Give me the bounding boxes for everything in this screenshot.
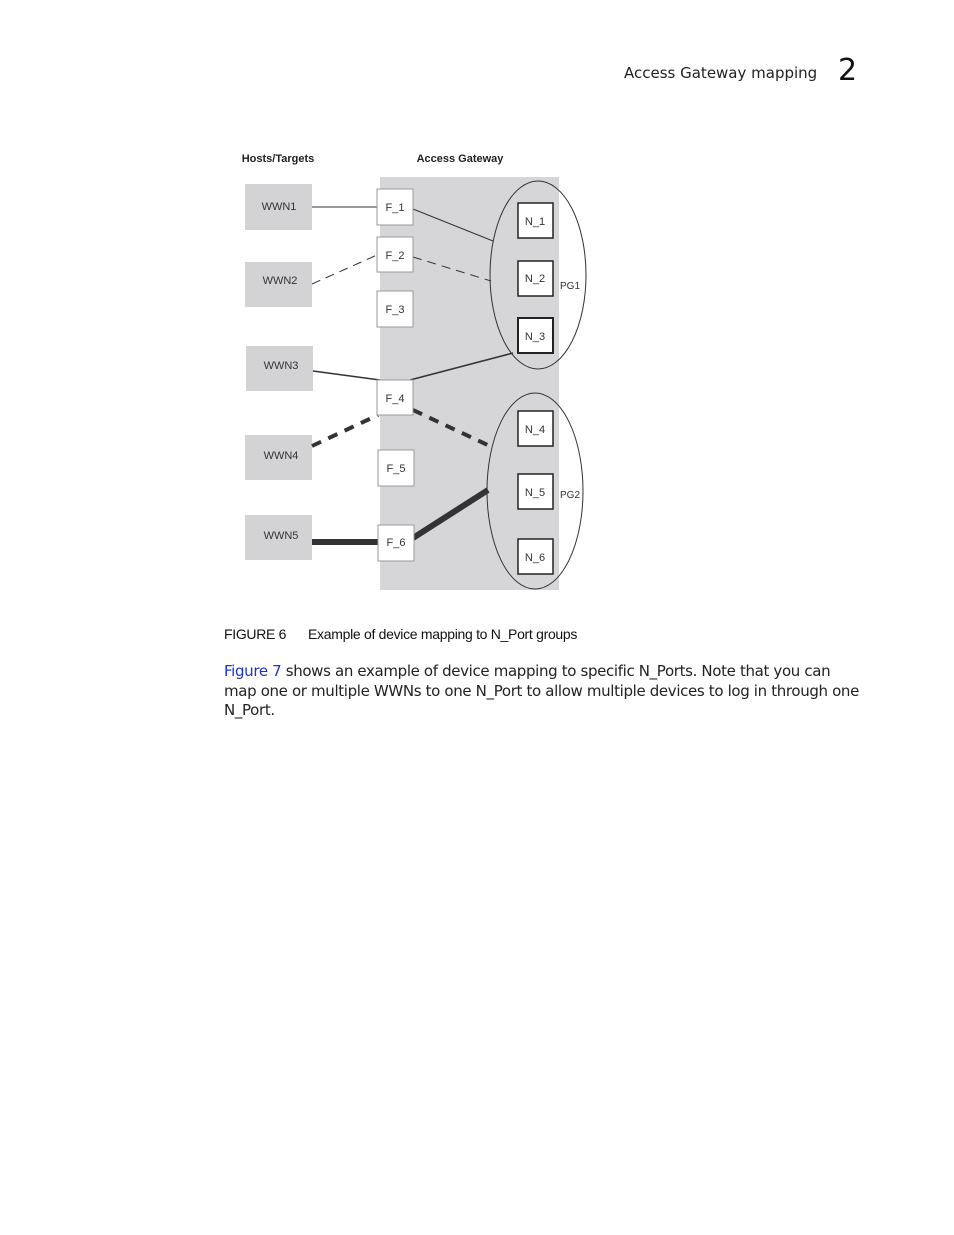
f-port-f6	[378, 525, 414, 561]
link-wwn2-f2	[312, 255, 377, 284]
n-port-label: N_5	[524, 487, 546, 499]
f-port-label: F_2	[385, 250, 405, 262]
host-wwn3	[246, 346, 313, 391]
n-port-label: N_3	[524, 331, 546, 343]
f-port-label: F_3	[385, 304, 405, 316]
n-port-n3	[518, 318, 553, 353]
column-label-hosts: Hosts/Targets	[241, 153, 315, 165]
n-port-n1	[518, 203, 553, 238]
port-group-label-pg1: PG1	[560, 281, 581, 292]
host-wwn4	[245, 435, 312, 480]
n-port-label: N_1	[524, 216, 546, 228]
host-wwn5	[245, 515, 312, 560]
f-port-f4	[377, 380, 413, 415]
link-wwn4-f4	[312, 415, 378, 446]
figure-label: FIGURE 6	[224, 626, 287, 642]
f-port-f2	[377, 237, 413, 272]
figure-caption-text: Example of device mapping to N_Port groups	[308, 626, 578, 642]
f-port-label: F_4	[385, 393, 405, 405]
host-wwn2	[245, 262, 312, 307]
host-label: WWN1	[261, 201, 297, 213]
f-port-f1	[377, 189, 413, 225]
host-label: WWN4	[263, 450, 299, 462]
n-port-label: N_2	[524, 273, 546, 285]
f-port-label: F_5	[386, 463, 406, 475]
link-wwn3-f4	[313, 371, 380, 380]
n-port-n2	[518, 261, 553, 296]
running-header-title: Access Gateway mapping	[624, 64, 818, 82]
f-port-f5	[378, 450, 414, 486]
column-label-gateway: Access Gateway	[416, 153, 504, 165]
port-group-label-pg2: PG2	[560, 490, 581, 501]
figure-caption	[224, 626, 577, 642]
figure-7-link[interactable]: Figure 7	[224, 662, 282, 680]
body-paragraph-text: shows an example of device mapping to specific N_Ports. Note that you can map one or multiple WWNs to one N_Port to allow multiple devices to log in through one N_Port.	[224, 662, 859, 719]
f-port-label: F_6	[386, 537, 406, 549]
host-wwn1	[245, 184, 312, 230]
n-port-label: N_4	[524, 424, 546, 436]
chapter-number: 2	[838, 53, 858, 88]
f-port-label: F_1	[385, 202, 405, 214]
host-label: WWN2	[262, 275, 298, 287]
n-port-label: N_6	[524, 552, 546, 564]
n-port-n5	[518, 474, 553, 509]
n-port-n4	[518, 411, 553, 446]
host-label: WWN3	[263, 360, 299, 372]
n-port-n6	[518, 539, 553, 574]
host-label: WWN5	[263, 530, 299, 542]
f-port-f3	[377, 291, 413, 327]
body-paragraph	[224, 662, 864, 721]
